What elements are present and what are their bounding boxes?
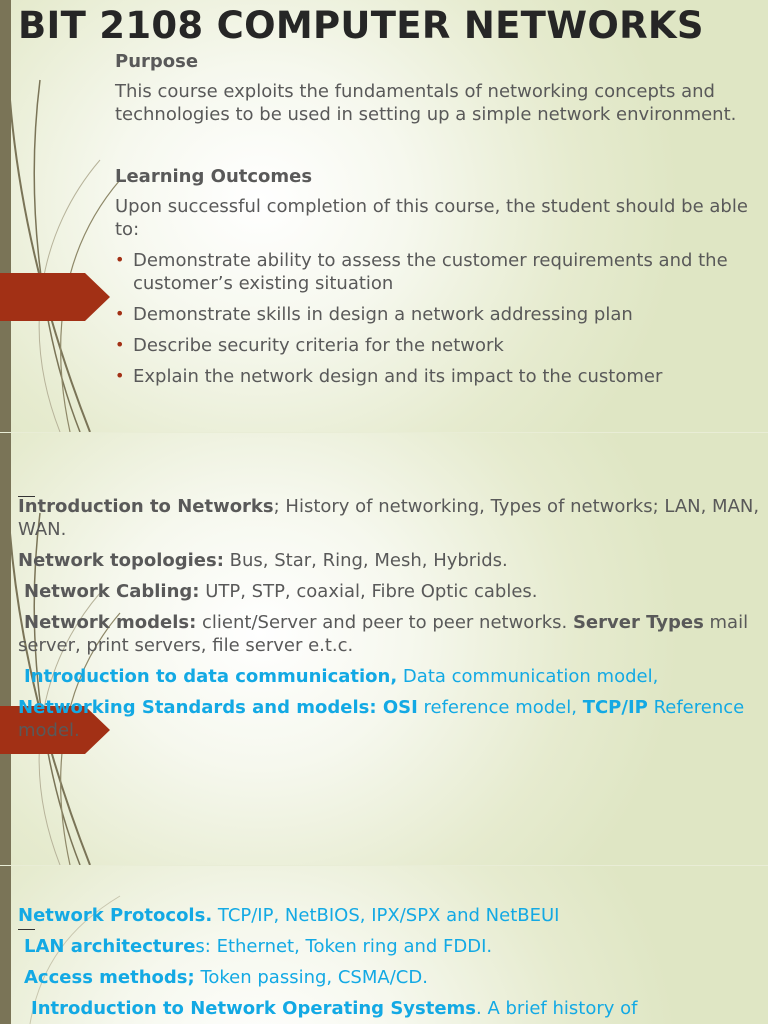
topic-title: Network Cabling: (24, 581, 200, 602)
list-item: • Describe security criteria for the network (115, 334, 763, 357)
topic-title: Network topologies: (18, 550, 224, 571)
slide-3-body (18, 904, 763, 1024)
topic-detail: mail server, print servers, file server e.t.c. (18, 612, 749, 656)
topic-line (18, 665, 763, 688)
topic-detail: UTP, STP, coaxial, Fibre Optic cables. (199, 581, 538, 602)
page-title: BIT 2108 COMPUTER NETWORKS (18, 4, 704, 47)
topic-title: Access methods; (24, 967, 195, 988)
outcomes-intro: Upon successful completion of this course, the student should be able to: (115, 196, 748, 240)
slide-2 (0, 433, 768, 865)
list-item: • Explain the network design and its impact to the customer (115, 365, 763, 388)
topic-title: Introduction to Network Operating Systems (31, 998, 477, 1019)
topic-detail: TCP/IP, NetBIOS, IPX/SPX and NetBEUI (212, 905, 560, 926)
outcomes-list (115, 249, 763, 388)
topic-detail: model. (18, 720, 80, 741)
list-item: • Demonstrate skills in design a network addressing plan (115, 303, 763, 326)
topic-line (18, 997, 763, 1020)
topic-line (18, 904, 763, 927)
topic-title: Networking Standards and models: OSI (18, 697, 418, 718)
outcomes-heading: Learning Outcomes (115, 166, 313, 187)
slide-1 (0, 0, 768, 432)
topic-title: TCP/IP (582, 697, 648, 718)
topic-detail: s: Ethernet, Token ring and FDDI. (195, 936, 493, 957)
topic-line (18, 549, 763, 572)
list-item: • Demonstrate ability to assess the customer requirements and the customer’s existing situation (115, 249, 763, 295)
topic-title: Server Types (572, 612, 704, 633)
purpose-text: This course exploits the fundamentals of networking concepts and technologies to be used in setting up a simple network environment. (115, 81, 737, 125)
topic-line (18, 495, 763, 541)
slide-3 (0, 866, 768, 1024)
topic-title: Introduction to Networks (18, 496, 274, 517)
topic-line (18, 966, 763, 989)
topic-detail: ; History of networking, Types of networks; LAN, MAN, WAN. (18, 496, 760, 540)
topic-line (18, 580, 763, 603)
topic-title: Network models: (24, 612, 197, 633)
topic-detail: reference model, (417, 697, 583, 718)
purpose-heading: Purpose (115, 51, 199, 72)
topic-title: Introduction to data communication, (24, 666, 398, 687)
topic-line (18, 696, 763, 742)
topic-detail: . A brief history of (476, 998, 638, 1019)
topic-line (18, 935, 763, 958)
slide-1-body (115, 50, 763, 396)
topic-detail: Bus, Star, Ring, Mesh, Hybrids. (223, 550, 508, 571)
topic-detail: Data communication model, (397, 666, 659, 687)
topic-detail: client/Server and peer to peer networks. (196, 612, 573, 633)
topic-line (18, 611, 763, 657)
topic-detail: Reference (647, 697, 745, 718)
topic-detail: Token passing, CSMA/CD. (194, 967, 428, 988)
topic-title: LAN architecture (24, 936, 196, 957)
topic-title: Network Protocols. (18, 905, 213, 926)
slide-2-body (18, 495, 763, 750)
